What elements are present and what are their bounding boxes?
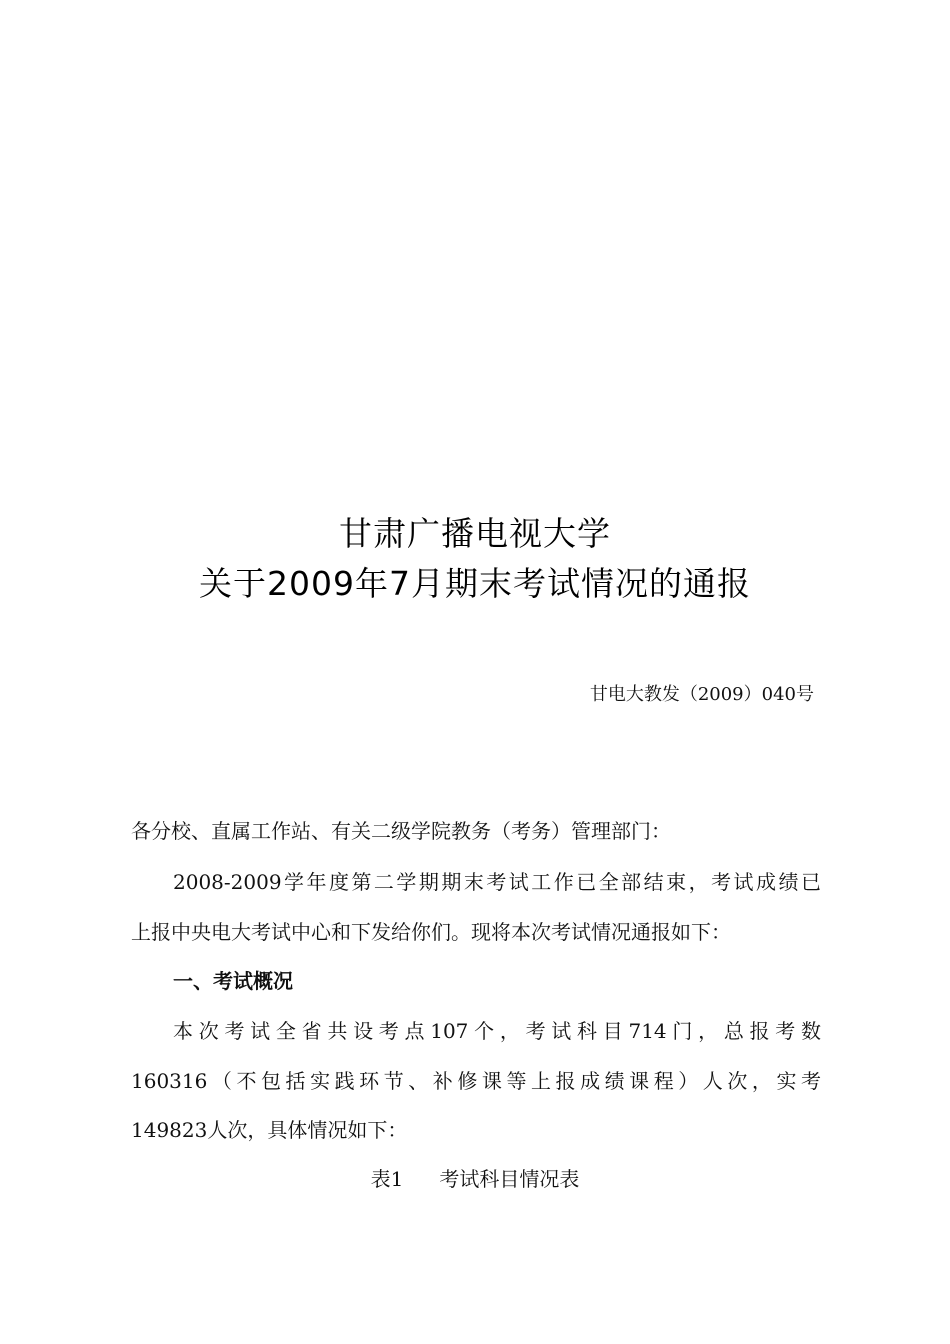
table-caption-label: 表1 (370, 1167, 404, 1191)
paragraph-1-line-2: 上报中央电大考试中心和下发给你们。现将本次考试情况通报如下： (131, 920, 731, 944)
paragraph-2-line-2: 160316（不包括实践环节、补修课等上报成绩课程）人次，实考 (131, 1069, 821, 1093)
table-caption (0, 1165, 950, 1193)
table-caption-title: 考试科目情况表 (439, 1167, 580, 1191)
paragraph-1-line-1: 2008-2009学年度第二学期期末考试工作已全部结束，考试成绩已 (173, 870, 821, 894)
salutation: 各分校、直属工作站、有关二级学院教务（考务）管理部门： (131, 819, 671, 843)
paragraph-2-line-3: 149823人次，具体情况如下： (131, 1118, 408, 1142)
document-title-line2: 关于2009年7月期末考试情况的通报 (199, 564, 751, 603)
paragraph-2-line-1: 本次考试全省共设考点107个，考试科目714门，总报考数 (173, 1019, 821, 1043)
document-number: 甘电大教发（2009）040号 (589, 684, 814, 705)
document-title-line1: 甘肃广播电视大学 (339, 514, 611, 553)
section-heading-exam-overview: 一、考试概况 (173, 969, 293, 993)
